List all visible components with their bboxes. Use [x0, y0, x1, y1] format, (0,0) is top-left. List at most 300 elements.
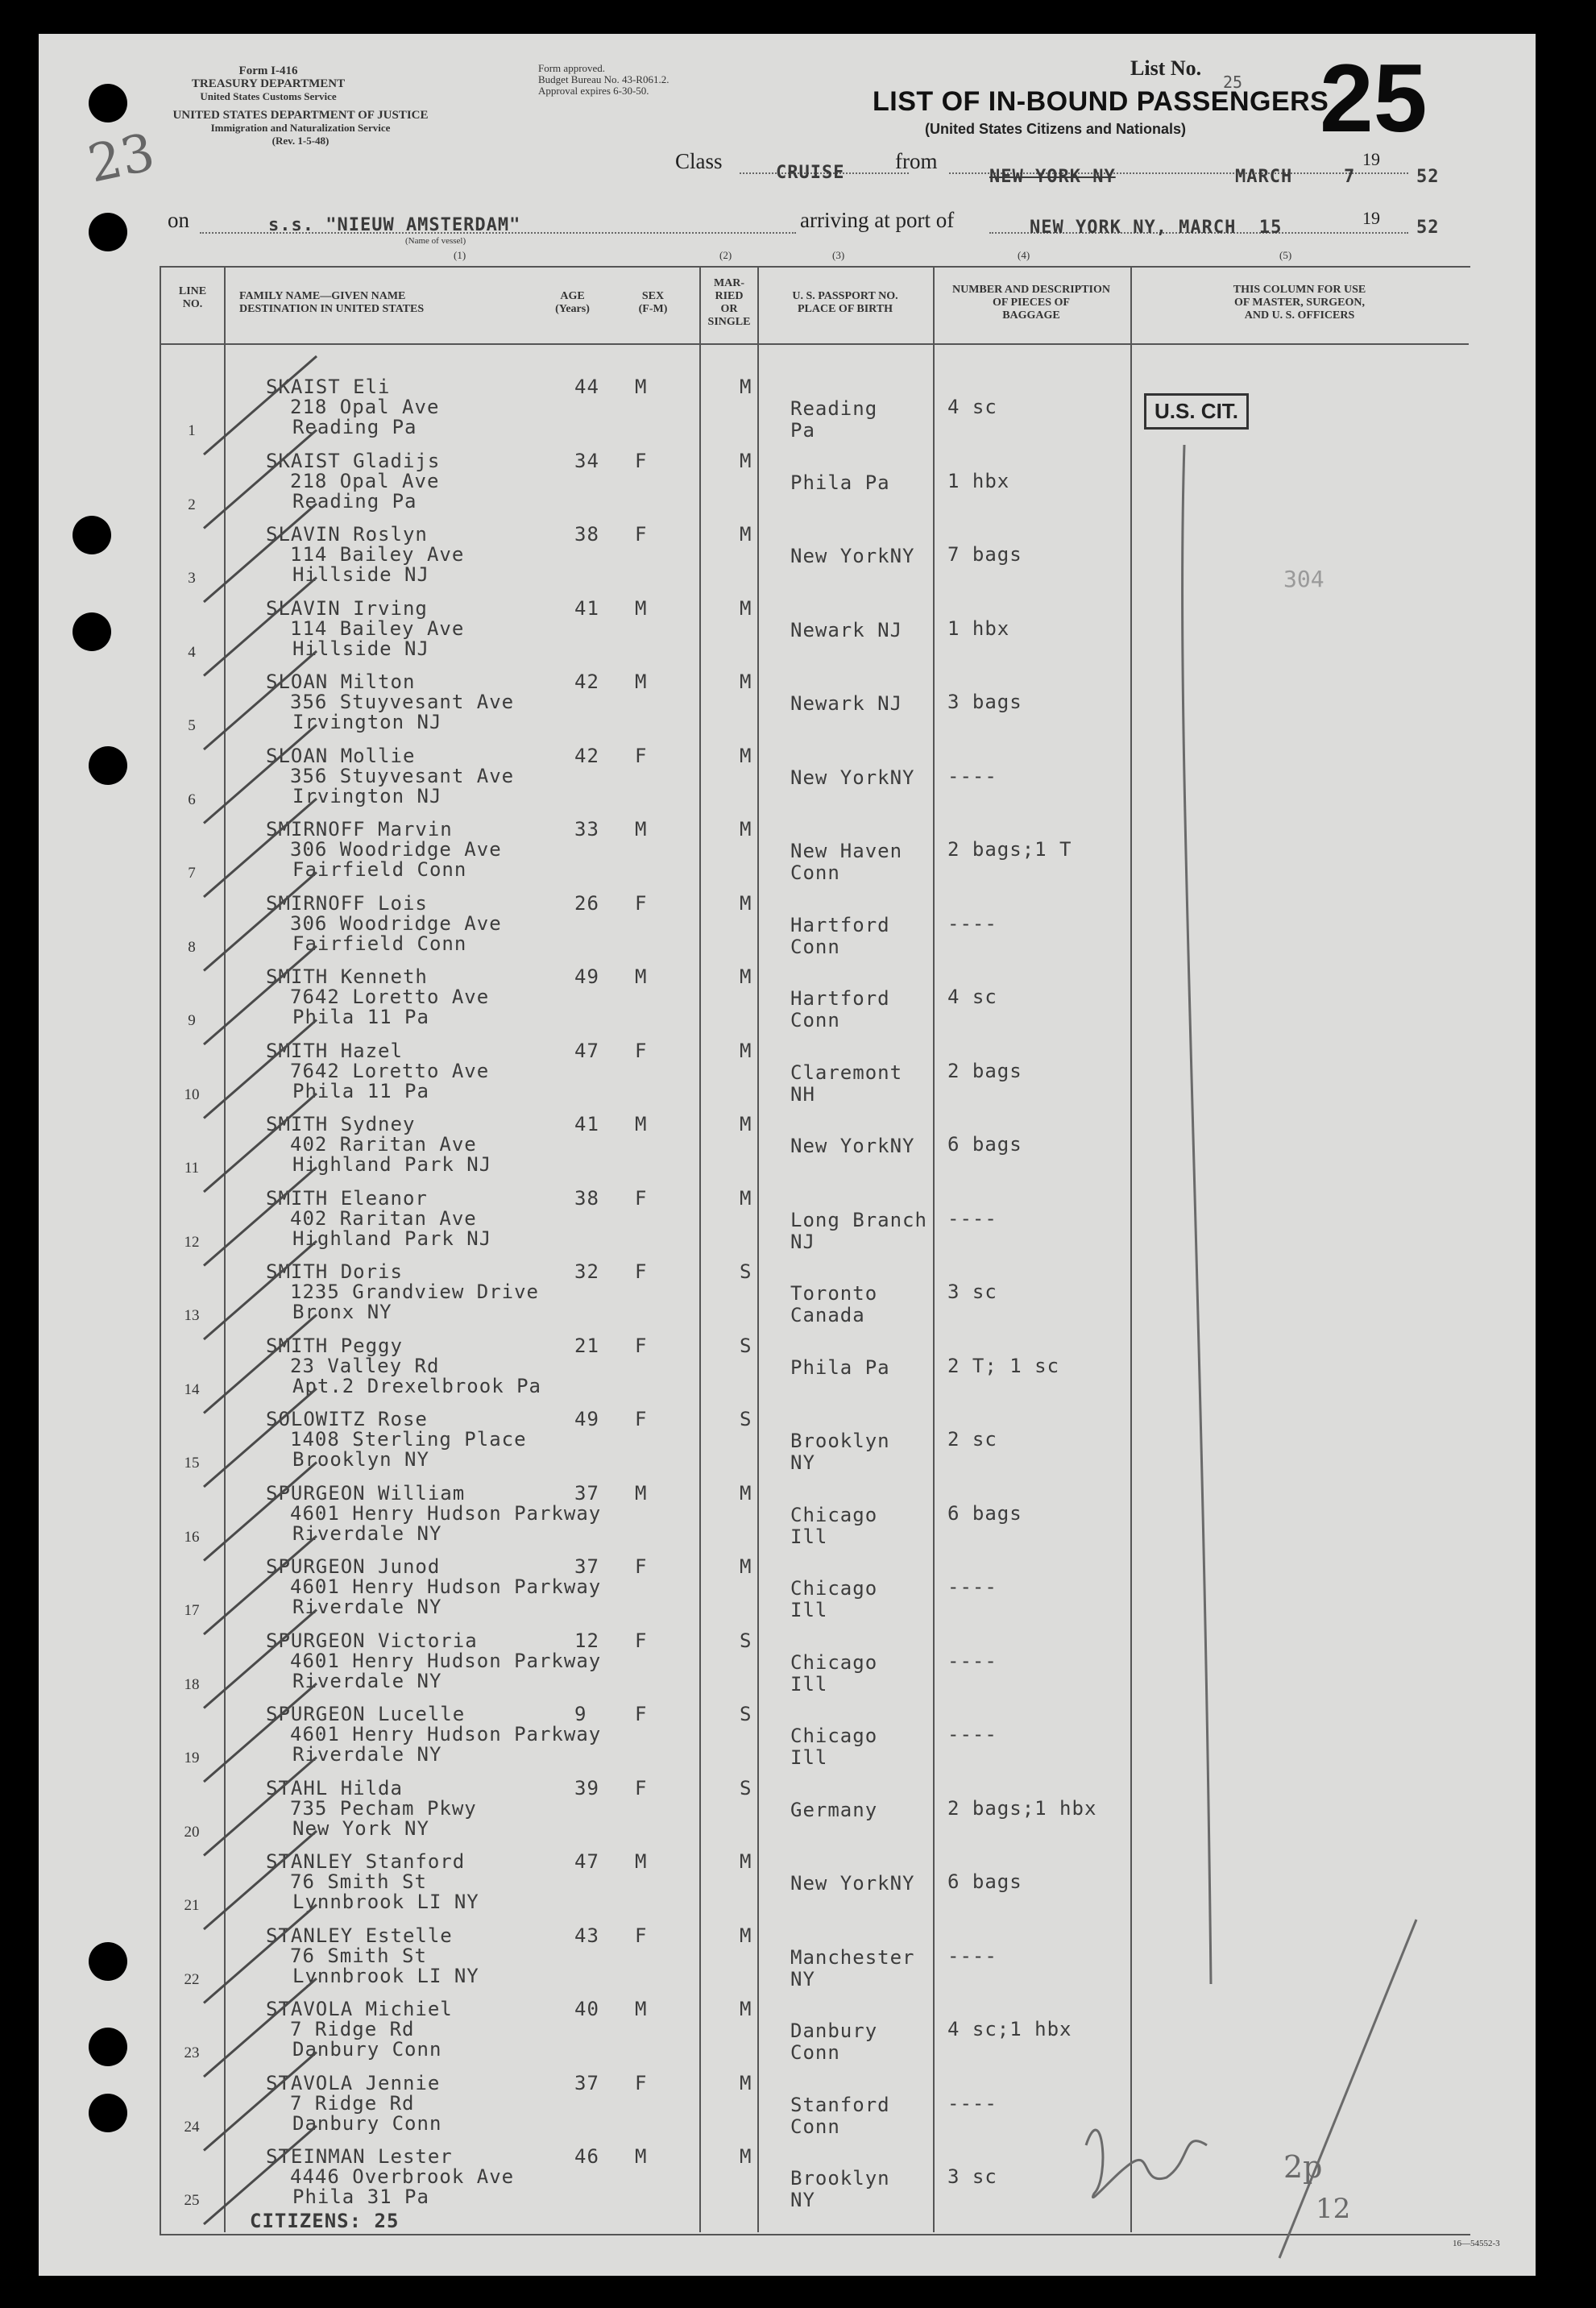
address-line-2: Phila 11 Pa: [292, 1006, 429, 1028]
sex-value: F: [635, 449, 648, 472]
birth-place: Chicago Ill: [790, 1650, 878, 1696]
pencil-check: [204, 1241, 317, 1339]
pencil-check: [204, 1536, 317, 1634]
line-number: 18: [184, 1675, 200, 1693]
sex-value: M: [635, 818, 648, 841]
birth-place: Germany: [790, 1798, 878, 1821]
sex-value: F: [635, 523, 648, 546]
age-value: 42: [574, 670, 599, 693]
list-no-small: 25: [1223, 73, 1243, 92]
line-number: 9: [188, 1012, 196, 1029]
birth-place: Brooklyn NY: [790, 2167, 890, 2211]
address-line-1: 7 Ridge Rd: [290, 2018, 415, 2040]
address-line-2: Danbury Conn: [292, 2111, 442, 2135]
age-value: 44: [574, 376, 599, 398]
address-line-2: Irvington NJ: [292, 784, 442, 807]
address-line-1: 4446 Overbrook Ave: [290, 2165, 515, 2188]
passenger-name: SPURGEON Junod: [266, 1555, 441, 1578]
pencil-check: [204, 725, 317, 824]
birth-place: Chicago Ill: [790, 1725, 878, 1769]
address-line-2: Phila 11 Pa: [292, 1079, 429, 1102]
marital-status: M: [740, 965, 752, 988]
corner-mark: 23: [83, 122, 160, 195]
col-header-name: FAMILY NAME—GIVEN NAME DESTINATION IN UNITED STATES: [239, 290, 425, 315]
address-line-1: 114 Bailey Ave: [290, 543, 465, 566]
marital-status: M: [740, 449, 752, 472]
age-value: 47: [574, 1039, 599, 1062]
baggage-value: 2 bags: [947, 1059, 1022, 1082]
arrival-year: 52: [1416, 218, 1440, 238]
rev-label: (Rev. 1-5-48): [272, 135, 330, 147]
passenger-name: SMITH Doris: [266, 1260, 403, 1283]
line-number: 4: [188, 643, 196, 661]
birth-place: Reading Pa: [790, 397, 878, 442]
page-title: LIST OF IN-BOUND PASSENGERS: [873, 86, 1329, 117]
passenger-name: STANLEY Estelle: [266, 1924, 453, 1947]
passenger-name: SKAIST Eli: [266, 376, 391, 398]
address-line-2: Phila 31 Pa: [292, 2186, 429, 2208]
line-number: 15: [184, 1455, 200, 1472]
form-number: Form I-416: [238, 64, 298, 77]
line-number: 5: [188, 717, 196, 734]
pencil-checkmarks: [39, 34, 1536, 2276]
col-marker-4: (4): [1018, 249, 1030, 261]
address-line-1: 306 Woodridge Ave: [290, 838, 502, 861]
binder-hole: [89, 1942, 127, 1981]
passenger-name: SLAVIN Irving: [266, 596, 428, 620]
marital-status: M: [740, 670, 752, 693]
passenger-name: SLOAN Milton: [266, 670, 416, 693]
age-value: 33: [574, 818, 599, 841]
birth-place: Newark NJ: [790, 618, 903, 641]
pencil-check: [204, 1978, 317, 2077]
baggage-value: 4 sc: [947, 986, 997, 1008]
citizens-total: CITIZENS: 25: [250, 2210, 400, 2232]
passenger-name: STANLEY Stanford: [266, 1850, 466, 1873]
baggage-value: 3 sc: [947, 2165, 997, 2188]
pencil-check: [204, 799, 317, 897]
address-line-1: 356 Stuyvesant Ave: [290, 691, 515, 713]
address-line-2: Riverdale NY: [292, 1596, 442, 1618]
sex-value: F: [635, 1186, 648, 1210]
sex-value: F: [635, 744, 648, 767]
baggage-value: 6 bags: [947, 1870, 1022, 1893]
marital-status: M: [740, 2145, 752, 2168]
address-line-2: Fairfield Conn: [292, 932, 467, 955]
from-day: 7: [1344, 167, 1356, 187]
baggage-value: 2 bags;1 T: [947, 838, 1072, 861]
pencil-check: [204, 1683, 317, 1782]
address-line-1: 7642 Loretto Ave: [290, 1059, 490, 1082]
passenger-name: SMITH Eleanor: [266, 1186, 428, 1210]
marital-status: M: [740, 1481, 752, 1505]
treasury-label: TREASURY DEPARTMENT: [191, 77, 346, 90]
age-value: 37: [574, 2071, 599, 2094]
baggage-value: 7 bags: [947, 543, 1022, 566]
birth-place: Chicago Ill: [790, 1577, 878, 1621]
marital-status: M: [740, 1555, 752, 1578]
margin-number: 304: [1283, 566, 1324, 592]
passenger-name: SMIRNOFF Marvin: [266, 818, 453, 841]
address-line-1: 1235 Grandview Drive: [290, 1281, 539, 1303]
pencil-number: 12: [1316, 2193, 1351, 2225]
line-number: 2: [188, 496, 196, 513]
line-number: 10: [184, 1086, 200, 1103]
line-number: 20: [184, 1823, 200, 1841]
age-value: 49: [574, 1408, 599, 1430]
from-year-prefix: 19: [1362, 149, 1380, 169]
pencil-check: [204, 356, 317, 455]
pencil-check: [204, 651, 317, 749]
line-number: 13: [184, 1307, 200, 1324]
binder-hole: [89, 84, 127, 122]
marital-status: S: [740, 1334, 752, 1357]
address-line-2: Brooklyn NY: [292, 1448, 429, 1471]
address-line-2: Reading Pa: [292, 489, 417, 513]
birth-place: New YorkNY: [790, 766, 915, 789]
birth-place: Phila Pa: [790, 471, 890, 494]
line-number: 25: [184, 2192, 200, 2209]
from-value: NEW YORK NY: [989, 167, 1116, 187]
sex-value: F: [635, 2071, 648, 2094]
address-line-2: Hillside NJ: [292, 637, 429, 660]
class-label: Class: [675, 149, 723, 173]
arrival-year-prefix: 19: [1362, 208, 1380, 228]
binder-hole: [89, 2028, 127, 2066]
sex-value: F: [635, 891, 648, 915]
birth-place: Claremont NH: [790, 1061, 903, 1106]
marital-status: M: [740, 1039, 752, 1062]
age-value: 39: [574, 1776, 599, 1799]
sex-value: F: [635, 1408, 648, 1430]
address-line-2: New York NY: [292, 1816, 429, 1840]
col-header-age: AGE (Years): [555, 290, 590, 315]
passenger-name: SPURGEON William: [266, 1481, 466, 1505]
sex-value: F: [635, 1334, 648, 1357]
age-value: 43: [574, 1924, 599, 1947]
baggage-value: 3 sc: [947, 1281, 997, 1303]
sex-value: M: [635, 1850, 648, 1873]
arriving-label: arriving at port of: [800, 208, 955, 232]
birth-place: Phila Pa: [790, 1355, 890, 1379]
sex-value: M: [635, 1481, 648, 1505]
address-line-2: Riverdale NY: [292, 1743, 442, 1766]
binder-hole: [89, 746, 127, 785]
address-line-2: Fairfield Conn: [292, 858, 467, 881]
address-line-1: 4601 Henry Hudson Parkway: [290, 1649, 602, 1672]
form-approved: Form approved.: [538, 62, 606, 74]
baggage-value: ----: [947, 1575, 997, 1598]
pencil-check: [204, 1610, 317, 1708]
line-number: 3: [188, 570, 196, 587]
age-value: 32: [574, 1260, 599, 1283]
pencil-check: [204, 1168, 317, 1266]
address-line-1: 114 Bailey Ave: [290, 616, 465, 640]
pencil-check: [204, 1758, 317, 1856]
baggage-value: 6 bags: [947, 1501, 1022, 1525]
passenger-name: SKAIST Gladijs: [266, 449, 441, 472]
sex-value: F: [635, 1776, 648, 1799]
approval-expires: Approval expires 6-30-50.: [538, 85, 649, 97]
pencil-check: [204, 504, 317, 602]
pencil-check: [204, 1389, 317, 1487]
passenger-name: STAVOLA Michiel: [266, 1998, 453, 2020]
line-number: 19: [184, 1750, 200, 1766]
pencil-check: [204, 578, 317, 676]
baggage-value: ----: [947, 2091, 997, 2115]
line-number: 6: [188, 791, 196, 808]
passenger-name: SOLOWITZ Rose: [266, 1408, 428, 1430]
col-marker-1: (1): [454, 249, 466, 261]
address-line-1: 356 Stuyvesant Ave: [290, 764, 515, 787]
line-number: 8: [188, 938, 196, 956]
address-line-1: 218 Opal Ave: [290, 469, 440, 492]
address-line-2: Lynnbrook LI NY: [292, 1964, 479, 1987]
line-number: 22: [184, 1970, 200, 1988]
address-line-2: Danbury Conn: [292, 2038, 442, 2061]
age-value: 41: [574, 1113, 599, 1135]
address-line-1: 1408 Sterling Place: [290, 1428, 527, 1451]
list-no-label: List No.: [1130, 56, 1202, 80]
sex-value: M: [635, 596, 648, 620]
pencil-check: [204, 1094, 317, 1192]
sex-value: M: [635, 965, 648, 988]
birth-place: New YorkNY: [790, 1872, 915, 1895]
baggage-value: 2 T; 1 sc: [947, 1354, 1060, 1377]
passenger-name: SMITH Kenneth: [266, 965, 428, 988]
age-value: 41: [574, 596, 599, 620]
passenger-name: STEINMAN Lester: [266, 2145, 453, 2168]
marital-status: M: [740, 1998, 752, 2020]
line-number: 24: [184, 2118, 200, 2136]
col-header-line: LINE NO.: [178, 285, 207, 310]
age-value: 9: [574, 1703, 587, 1725]
pencil-check: [204, 946, 317, 1044]
address-line-2: Riverdale NY: [292, 1669, 442, 1692]
pencil-check: [204, 1463, 317, 1561]
address-line-2: Lynnbrook LI NY: [292, 1891, 479, 1913]
address-line-1: 76 Smith St: [290, 1870, 427, 1893]
age-value: 47: [574, 1850, 599, 1873]
pencil-check: [204, 1831, 317, 1929]
passenger-name: SMIRNOFF Lois: [266, 891, 428, 915]
birth-place: Stanford Conn: [790, 2093, 890, 2138]
marital-status: M: [740, 818, 752, 841]
address-line-2: Highland Park NJ: [292, 1153, 492, 1176]
col-marker-2: (2): [719, 249, 732, 261]
baggage-value: 3 bags: [947, 691, 1022, 713]
passenger-name: SPURGEON Victoria: [266, 1629, 478, 1652]
marital-status: M: [740, 1186, 752, 1210]
col-marker-5: (5): [1279, 249, 1292, 261]
address-line-1: 735 Pecham Pkwy: [290, 1796, 477, 1820]
passenger-name: SMITH Hazel: [266, 1039, 403, 1062]
line-number: 12: [184, 1233, 200, 1251]
address-line-2: Bronx NY: [292, 1301, 392, 1323]
marital-status: M: [740, 523, 752, 546]
baggage-value: 4 sc: [947, 396, 997, 418]
address-line-2: Highland Park NJ: [292, 1227, 492, 1250]
doj-label: UNITED STATES DEPARTMENT OF JUSTICE: [172, 109, 429, 122]
baggage-value: ----: [947, 1944, 997, 1967]
baggage-value: 1 hbx: [947, 469, 1010, 492]
age-value: 12: [574, 1629, 599, 1652]
birth-place: Toronto Canada: [790, 1282, 878, 1326]
passenger-name: SMITH Peggy: [266, 1334, 403, 1357]
birth-place: Newark NJ: [790, 692, 903, 715]
from-year: 52: [1416, 167, 1440, 187]
address-line-2: Hillside NJ: [292, 563, 429, 586]
address-line-1: 7 Ridge Rd: [290, 2091, 415, 2115]
birth-place: Danbury Conn: [790, 2020, 878, 2064]
marital-status: M: [740, 596, 752, 620]
sex-value: F: [635, 1260, 648, 1283]
pencil-initials: 2p: [1283, 2149, 1323, 2185]
birth-place: Long Branch NJ: [790, 1208, 927, 1253]
budget-bureau: Budget Bureau No. 43-R061.2.: [538, 73, 669, 85]
address-line-2: Reading Pa: [292, 416, 417, 438]
marital-status: S: [740, 1776, 752, 1799]
marital-status: M: [740, 891, 752, 915]
binder-hole: [89, 213, 127, 251]
marital-status: M: [740, 1924, 752, 1947]
sex-value: F: [635, 1039, 648, 1062]
page-subtitle: (United States Citizens and Nationals): [925, 121, 1187, 137]
baggage-value: 6 bags: [947, 1133, 1022, 1156]
marital-status: S: [740, 1629, 752, 1652]
vessel-caption: (Name of vessel): [405, 236, 466, 246]
age-value: 49: [574, 965, 599, 988]
col-header-baggage: NUMBER AND DESCRIPTION OF PIECES OF BAGGAGE: [951, 284, 1111, 322]
marital-status: S: [740, 1260, 752, 1283]
address-line-1: 218 Opal Ave: [290, 396, 440, 418]
birth-place: New YorkNY: [790, 545, 915, 567]
pencil-check: [204, 430, 317, 529]
form-code: 16—54552-3: [1453, 2239, 1500, 2248]
baggage-value: 1 hbx: [947, 616, 1010, 640]
line-number: 7: [188, 865, 196, 882]
line-number: 1: [188, 422, 196, 439]
sex-value: F: [635, 1924, 648, 1947]
marital-status: M: [740, 2071, 752, 2094]
age-value: 34: [574, 449, 599, 472]
age-value: 40: [574, 1998, 599, 2020]
passenger-name: STAVOLA Jennie: [266, 2071, 441, 2094]
line-number: 23: [184, 2044, 200, 2061]
marital-status: M: [740, 744, 752, 767]
address-line-1: 4601 Henry Hudson Parkway: [290, 1723, 602, 1746]
age-value: 26: [574, 891, 599, 915]
class-value: CRUISE: [776, 163, 845, 183]
address-line-1: 306 Woodridge Ave: [290, 911, 502, 935]
birth-place: Hartford Conn: [790, 913, 890, 958]
baggage-value: 2 sc: [947, 1428, 997, 1451]
marital-status: S: [740, 1408, 752, 1430]
birth-place: Manchester NY: [790, 1945, 915, 1990]
line-number: 17: [184, 1602, 200, 1619]
passenger-name: SMITH Sydney: [266, 1113, 416, 1135]
passenger-name: STAHL Hilda: [266, 1776, 403, 1799]
pencil-check: [204, 1315, 317, 1413]
binder-hole: [89, 2094, 127, 2132]
ins-label: Immigration and Naturalization Service: [210, 122, 391, 134]
address-line-1: 23 Valley Rd: [290, 1354, 440, 1377]
sex-value: F: [635, 1629, 648, 1652]
baggage-value: ----: [947, 1206, 997, 1230]
arrival-value: NEW YORK NY, MARCH 15: [1030, 218, 1283, 238]
marital-status: M: [740, 376, 752, 398]
baggage-value: ----: [947, 1723, 997, 1746]
address-line-1: 4601 Henry Hudson Parkway: [290, 1575, 602, 1598]
age-value: 38: [574, 1186, 599, 1210]
age-value: 21: [574, 1334, 599, 1357]
col-marker-3: (3): [832, 249, 845, 261]
us-cit-stamp: U.S. CIT.: [1144, 393, 1249, 430]
line-number: 21: [184, 1897, 200, 1914]
marital-status: M: [740, 1113, 752, 1135]
address-line-1: 4601 Henry Hudson Parkway: [290, 1501, 602, 1525]
age-value: 38: [574, 523, 599, 546]
on-label: on: [168, 208, 189, 232]
sex-value: M: [635, 1998, 648, 2020]
sex-value: M: [635, 1113, 648, 1135]
address-line-1: 7642 Loretto Ave: [290, 986, 490, 1008]
baggage-value: ----: [947, 1649, 997, 1672]
marital-status: S: [740, 1703, 752, 1725]
birth-place: Brooklyn NY: [790, 1430, 890, 1474]
passenger-name: SPURGEON Lucelle: [266, 1703, 466, 1725]
sex-value: M: [635, 670, 648, 693]
binder-hole: [73, 612, 111, 651]
sex-value: M: [635, 2145, 648, 2168]
address-line-2: Riverdale NY: [292, 1521, 442, 1545]
birth-place: New YorkNY: [790, 1135, 915, 1157]
col-header-officers: THIS COLUMN FOR USE OF MASTER, SURGEON, AND U. S. OFFICERS: [1233, 284, 1366, 322]
from-label: from: [895, 149, 938, 173]
sex-value: F: [635, 1703, 648, 1725]
baggage-value: 2 bags;1 hbx: [947, 1796, 1097, 1820]
age-value: 46: [574, 2145, 599, 2168]
col-header-married: MAR- RIED OR SINGLE: [707, 277, 751, 328]
age-value: 37: [574, 1481, 599, 1505]
from-date: MARCH: [1235, 167, 1293, 187]
col-header-sex: SEX (F-M): [638, 290, 668, 315]
address-line-1: 402 Raritan Ave: [290, 1206, 477, 1230]
list-no-big: 25: [1320, 44, 1428, 152]
pencil-check: [204, 873, 317, 971]
marital-status: M: [740, 1850, 752, 1873]
pencil-check: [204, 1905, 317, 2003]
birth-place: Hartford Conn: [790, 987, 890, 1032]
address-line-2: Apt.2 Drexelbrook Pa: [292, 1374, 541, 1397]
age-value: 37: [574, 1555, 599, 1578]
address-line-1: 76 Smith St: [290, 1944, 427, 1967]
pencil-check: [204, 2126, 317, 2224]
line-number: 16: [184, 1528, 200, 1546]
birth-place: Chicago Ill: [790, 1503, 878, 1548]
col-header-passport: U. S. PASSPORT NO. PLACE OF BIRTH: [792, 290, 898, 315]
birth-place: New Haven Conn: [790, 840, 903, 884]
baggage-value: ----: [947, 911, 997, 935]
manifest-page: [39, 34, 1536, 2276]
address-line-2: Irvington NJ: [292, 711, 442, 733]
pencil-check: [204, 1020, 317, 1119]
vessel-name: s.s. "NIEUW AMSTERDAM": [268, 215, 521, 235]
baggage-value: ----: [947, 764, 997, 787]
binder-hole: [73, 516, 111, 554]
address-line-1: 402 Raritan Ave: [290, 1133, 477, 1156]
baggage-value: 4 sc;1 hbx: [947, 2018, 1072, 2040]
